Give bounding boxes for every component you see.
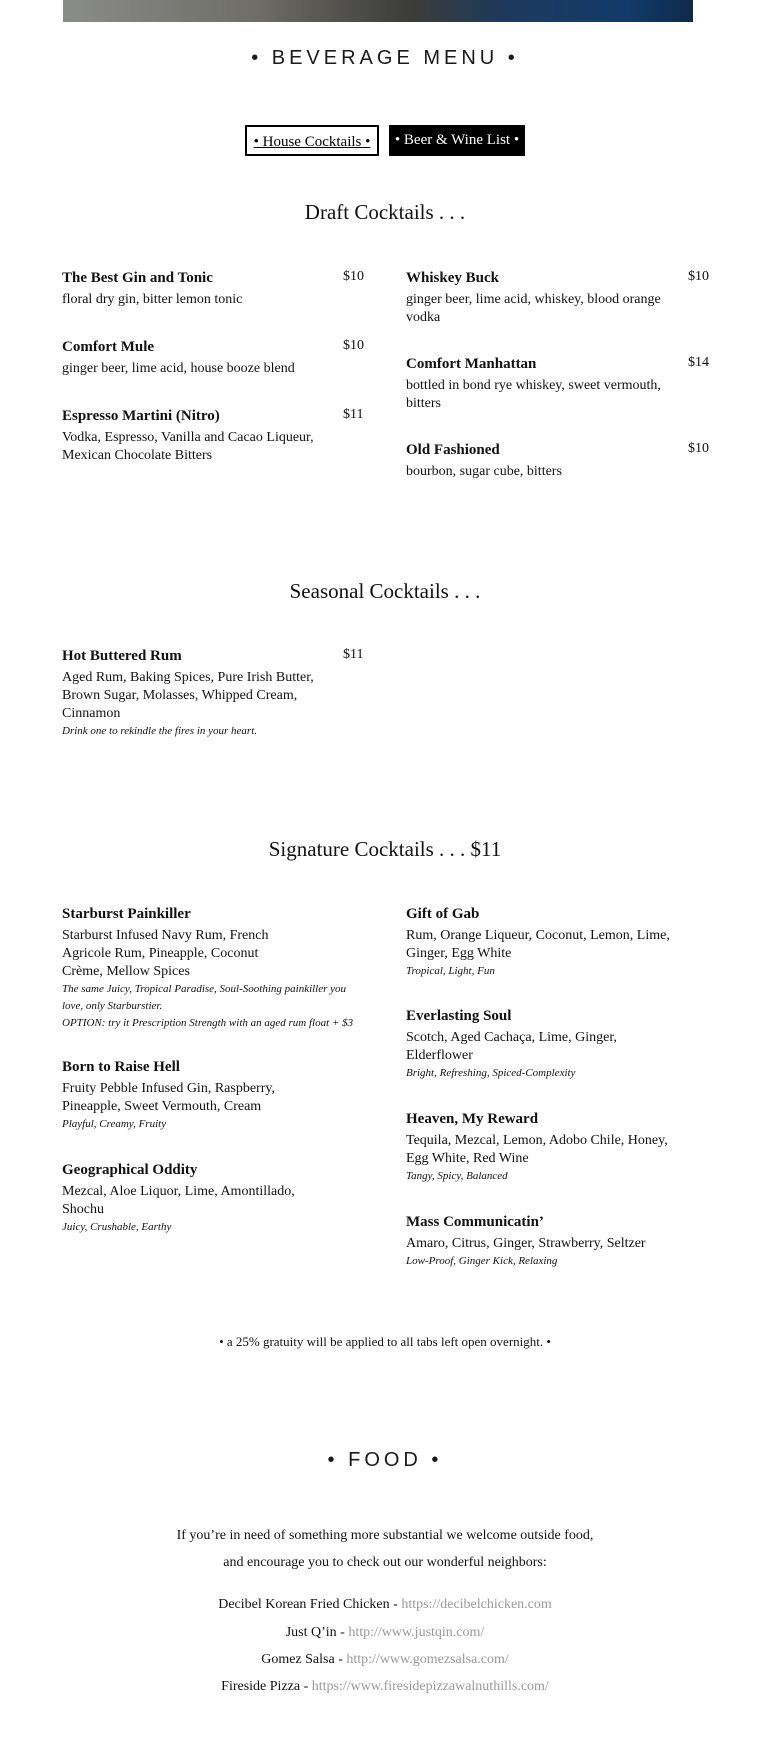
item-note: Tangy, Spicy, Balanced <box>406 1170 508 1182</box>
item-note: Drink one to rekindle the fires in your heart. <box>62 725 258 737</box>
tab-house-cocktails[interactable] <box>245 125 379 156</box>
item-price: $14 <box>688 355 709 370</box>
neighbor-link[interactable]: http://www.justqin.com/ <box>348 1625 485 1640</box>
neighbor-item: Just Q’in - http://www.justqin.com/ <box>285 1625 485 1640</box>
item-price: $10 <box>688 441 709 456</box>
section-heading-seasonal: Seasonal Cocktails . . . <box>289 579 481 603</box>
item-price: $10 <box>688 269 709 284</box>
item-desc: bourbon, sugar cube, bitters <box>406 464 562 479</box>
menu-item <box>62 904 362 1032</box>
item-desc: Starburst Infused Navy Rum, French Agricole Rum, Pineapple, Coconut Crème, Mellow Spices <box>62 928 269 979</box>
item-name: Old Fashioned <box>406 442 500 458</box>
item-desc: Amaro, Citrus, Ginger, Strawberry, Seltzer <box>406 1236 646 1251</box>
item-desc: Scotch, Aged Cachaça, Lime, Ginger, Elderflower <box>406 1030 617 1063</box>
neighbor-link[interactable]: http://www.gomezsalsa.com/ <box>346 1652 509 1667</box>
gratuity-notice: • a 25% gratuity will be applied to all tabs left open overnight. • <box>219 1334 551 1349</box>
neighbor-item: Gomez Salsa - http://www.gomezsalsa.com/ <box>261 1652 509 1667</box>
neighbor-name: Gomez Salsa <box>261 1652 335 1667</box>
menu-item <box>62 1160 332 1236</box>
menu-item <box>406 1109 676 1185</box>
menu-item <box>406 1006 676 1082</box>
item-name: The Best Gin and Tonic <box>62 270 213 286</box>
item-name: Comfort Manhattan <box>406 356 537 372</box>
food-intro: and encourage you to check out our wonderful neighbors: <box>223 1555 547 1570</box>
neighbor-link[interactable]: https://decibelchicken.com <box>401 1597 552 1612</box>
item-name: Hot Buttered Rum <box>62 648 182 664</box>
item-desc: Mezcal, Aloe Liquor, Lime, Amontillado, Shochu <box>62 1184 295 1217</box>
item-note: OPTION: try it Prescription Strength with an aged rum float + $3 <box>62 1017 354 1029</box>
item-name: Gift of Gab <box>406 906 480 922</box>
item-price: $10 <box>343 269 364 284</box>
food-intro: If you’re in need of something more substantial we welcome outside food, <box>176 1528 594 1543</box>
item-desc: Tequila, Mezcal, Lemon, Adobo Chile, Honey, Egg White, Red Wine <box>406 1133 668 1166</box>
item-name: Heaven, My Reward <box>406 1111 539 1127</box>
neighbor-item: Fireside Pizza - https://www.firesidepizzawalnuthills.com/ <box>221 1679 549 1694</box>
neighbor-item: Decibel Korean Fried Chicken - https://decibelchicken.com <box>218 1597 552 1612</box>
menu-item <box>406 440 676 481</box>
item-name: Geographical Oddity <box>62 1162 198 1178</box>
item-name: Starburst Painkiller <box>62 906 191 922</box>
item-name: Born to Raise Hell <box>62 1059 180 1075</box>
hero-image <box>63 0 693 22</box>
section-heading-signature: Signature Cocktails . . . $11 <box>268 837 502 861</box>
item-desc: ginger beer, lime acid, whiskey, blood orange vodka <box>406 292 661 325</box>
item-desc: Vodka, Espresso, Vanilla and Cacao Liqueur, Mexican Chocolate Bitters <box>62 430 314 463</box>
section-heading-draft: Draft Cocktails . . . <box>304 200 466 224</box>
neighbor-name: Fireside Pizza <box>221 1679 301 1694</box>
item-price: $11 <box>343 407 364 422</box>
tab-beer-wine-list[interactable] <box>389 125 525 156</box>
page-title: • BEVERAGE MENU • <box>251 47 519 69</box>
item-note: Juicy, Crushable, Earthy <box>62 1221 172 1233</box>
food-title: • FOOD • <box>327 1449 443 1471</box>
neighbor-name: Just Q’in <box>285 1625 337 1640</box>
menu-item <box>406 268 676 327</box>
item-name: Everlasting Soul <box>406 1008 512 1024</box>
tab-label: • Beer & Wine List • <box>394 132 520 148</box>
item-desc: ginger beer, lime acid, house booze blend <box>62 361 295 376</box>
item-note: Playful, Creamy, Fruity <box>62 1118 167 1130</box>
menu-item <box>62 337 332 378</box>
menu-item <box>62 1057 332 1133</box>
menu-item <box>406 904 676 980</box>
item-name: Espresso Martini (Nitro) <box>62 408 220 424</box>
item-note: Low-Proof, Ginger Kick, Relaxing <box>406 1255 558 1267</box>
item-price: $10 <box>343 338 364 353</box>
item-desc: bottled in bond rye whiskey, sweet vermouth, bitters <box>406 378 661 411</box>
item-note: The same Juicy, Tropical Paradise, Soul-Soothing painkiller you love, only Starburstier. <box>62 983 347 1012</box>
menu-item <box>62 646 332 740</box>
item-note: Bright, Refreshing, Spiced-Complexity <box>406 1067 576 1079</box>
item-name: Whiskey Buck <box>406 270 499 286</box>
menu-item <box>406 354 676 413</box>
menu-item <box>62 406 332 465</box>
tab-label: • House Cocktails • <box>253 134 371 150</box>
item-desc: Rum, Orange Liqueur, Coconut, Lemon, Lime, Ginger, Egg White <box>406 928 670 961</box>
item-name: Comfort Mule <box>62 339 155 355</box>
neighbor-link[interactable]: https://www.firesidepizzawalnuthills.com/ <box>311 1679 549 1694</box>
item-desc: Aged Rum, Baking Spices, Pure Irish Butter, Brown Sugar, Molasses, Whipped Cream, Cinnamon <box>62 670 314 721</box>
item-desc: floral dry gin, bitter lemon tonic <box>62 292 243 307</box>
item-name: Mass Communicatin’ <box>406 1214 544 1230</box>
item-note: Tropical, Light, Fun <box>406 965 495 977</box>
item-desc: Fruity Pebble Infused Gin, Raspberry, Pineapple, Sweet Vermouth, Cream <box>62 1081 275 1114</box>
menu-item <box>406 1212 676 1270</box>
menu-item <box>62 268 332 309</box>
neighbor-name: Decibel Korean Fried Chicken <box>218 1597 390 1612</box>
item-price: $11 <box>343 647 364 662</box>
